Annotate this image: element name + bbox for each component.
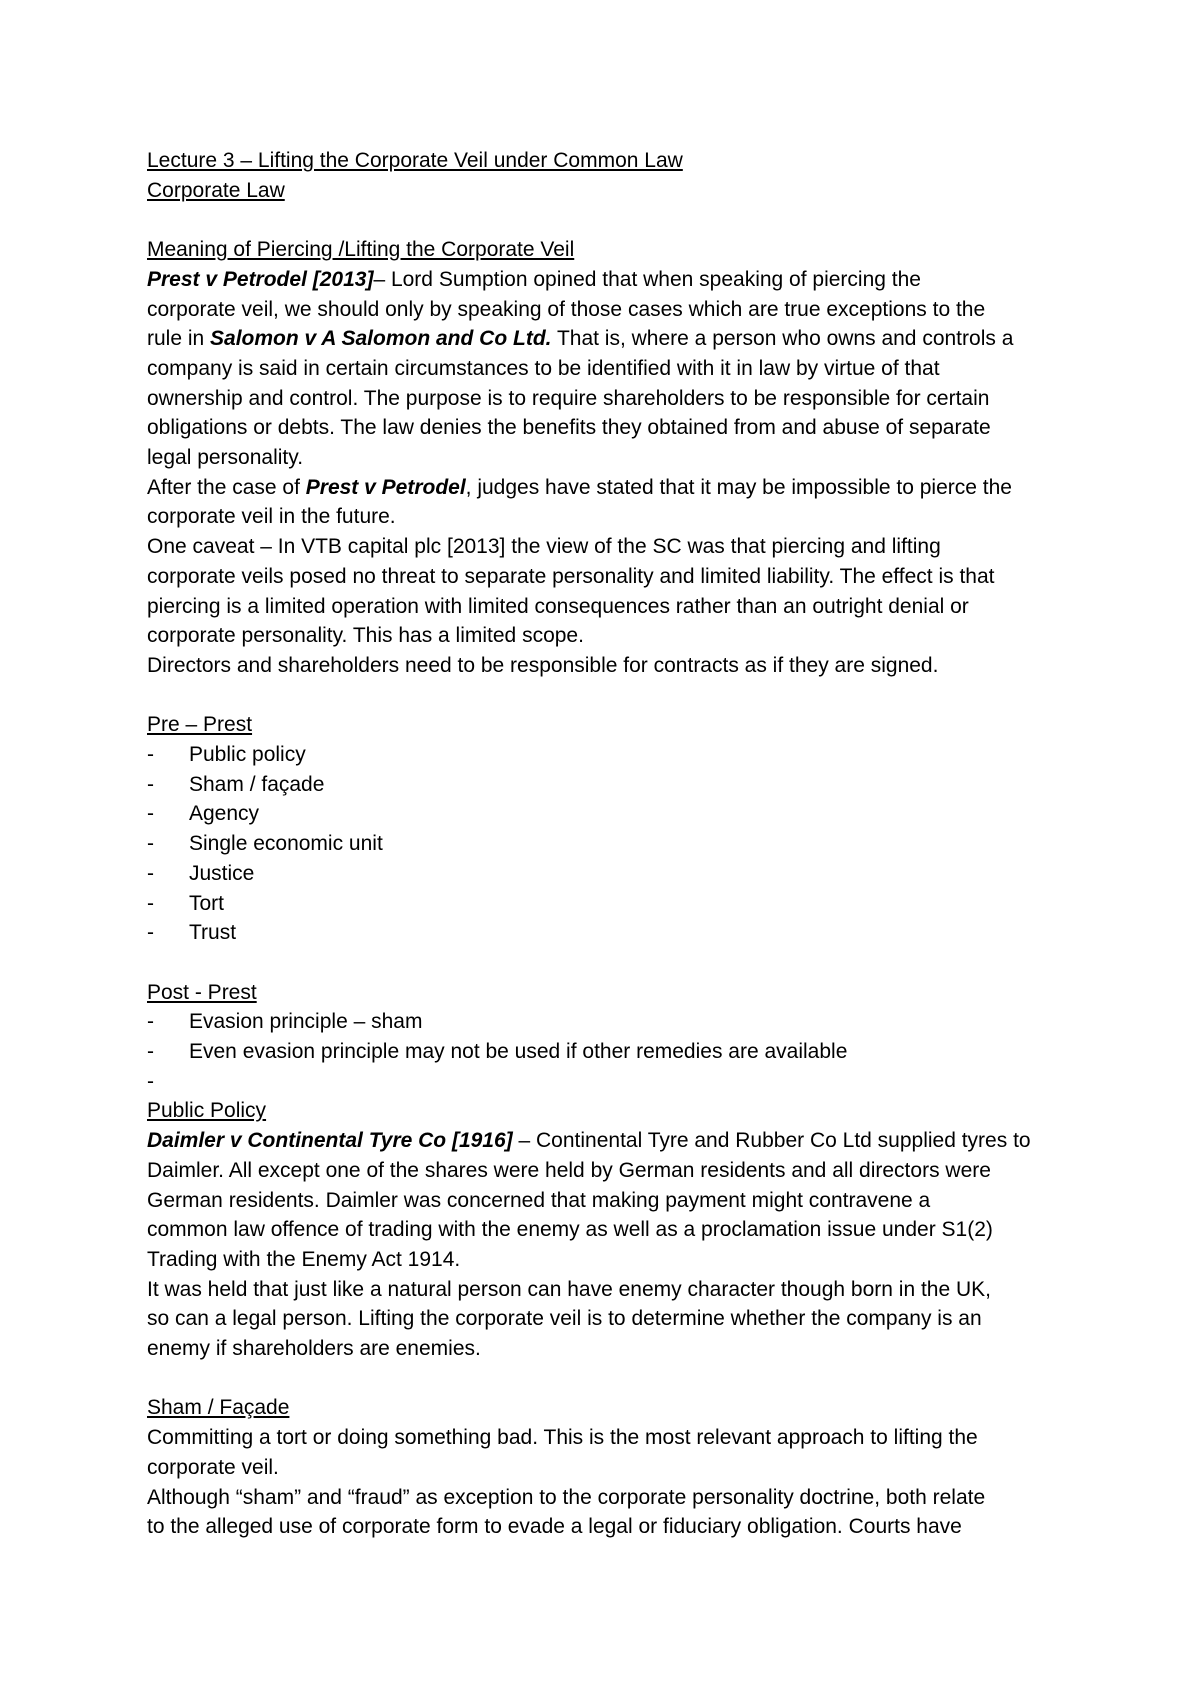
paragraph-line: Daimler. All except one of the shares were held by German residents and all directors were xyxy=(147,1158,991,1182)
case-name: Prest v Petrodel [2013] xyxy=(147,267,374,291)
paragraph-line: corporate veil in the future. xyxy=(147,505,396,529)
paragraph-line: enemy if shareholders are enemies. xyxy=(147,1337,481,1361)
paragraph-line: company is said in certain circumstances to be identified with it in law by virtue of that xyxy=(147,356,940,380)
paragraph-line: corporate veil, we should only by speaking of those cases which are true exceptions to the xyxy=(147,297,986,321)
paragraph-line: corporate personality. This has a limited scope. xyxy=(147,624,584,648)
paragraph-line: ownership and control. The purpose is to require shareholders to be responsible for certain xyxy=(147,386,990,410)
paragraph-line: It was held that just like a natural person can have enemy character though born in the UK, xyxy=(147,1277,991,1301)
case-name: Prest v Petrodel xyxy=(305,475,466,499)
paragraph-line: After the case of Prest v Petrodel, judges have stated that it may be impossible to pierce the xyxy=(147,475,1012,499)
paragraph-line: rule in Salomon v A Salomon and Co Ltd. That is, where a person who owns and controls a xyxy=(147,327,1014,351)
section-heading-sham: Sham / Façade xyxy=(147,1396,290,1420)
paragraph-line: corporate veils posed no threat to separate personality and limited liability. The effect is that xyxy=(147,564,995,588)
document-page xyxy=(147,146,1087,1542)
list-item: - Even evasion principle may not be used if other remedies are available xyxy=(147,1040,848,1064)
spacer xyxy=(147,948,1087,978)
paragraph-line: One caveat – In VTB capital plc [2013] the view of the SC was that piercing and lifting xyxy=(147,535,941,559)
section-heading-meaning: Meaning of Piercing /Lifting the Corporate Veil xyxy=(147,238,575,262)
paragraph-line: so can a legal person. Lifting the corporate veil is to determine whether the company is an xyxy=(147,1307,982,1331)
section-heading-post-prest: Post - Prest xyxy=(147,980,257,1004)
paragraph-line: Daimler v Continental Tyre Co [1916] – Continental Tyre and Rubber Co Ltd supplied tyres to xyxy=(147,1129,1031,1153)
list-item: - Single economic unit xyxy=(147,832,383,856)
paragraph-line: Trading with the Enemy Act 1914. xyxy=(147,1247,461,1271)
paragraph-line: Committing a tort or doing something bad. This is the most relevant approach to lifting the xyxy=(147,1426,978,1450)
list-item: - Justice xyxy=(147,861,255,885)
section-heading-pre-prest: Pre – Prest xyxy=(147,713,253,737)
paragraph-line: corporate veil. xyxy=(147,1455,279,1479)
document-subtitle: Corporate Law xyxy=(147,178,285,202)
list-item: - Evasion principle – sham xyxy=(147,1010,423,1034)
paragraph-line: piercing is a limited operation with limited consequences rather than an outright denial or xyxy=(147,594,969,618)
list-item: - Trust xyxy=(147,921,237,945)
paragraph-line: to the alleged use of corporate form to evade a legal or fiduciary obligation. Courts have xyxy=(147,1515,962,1539)
paragraph-line: German residents. Daimler was concerned that making payment might contravene a xyxy=(147,1188,931,1212)
case-name: Salomon v A Salomon and Co Ltd. xyxy=(210,327,552,351)
paragraph-line: legal personality. xyxy=(147,446,304,470)
list-item: - Sham / façade xyxy=(147,772,325,796)
document-title: Lecture 3 – Lifting the Corporate Veil under Common Law xyxy=(147,149,683,172)
section-heading-public-policy: Public Policy xyxy=(147,1099,267,1123)
list-item: - Public policy xyxy=(147,743,306,767)
spacer xyxy=(147,1364,1087,1394)
list-item: - Agency xyxy=(147,802,260,826)
spacer xyxy=(147,681,1087,711)
paragraph-line: Directors and shareholders need to be responsible for contracts as if they are signed. xyxy=(147,653,939,677)
list-item: - Tort xyxy=(147,891,225,915)
paragraph-line: obligations or debts. The law denies the benefits they obtained from and abuse of separate xyxy=(147,416,991,440)
paragraph-line: Prest v Petrodel [2013]– Lord Sumption opined that when speaking of piercing the xyxy=(147,267,921,291)
case-name: Daimler v Continental Tyre Co [1916] xyxy=(147,1129,513,1153)
paragraph-line: common law offence of trading with the enemy as well as a proclamation issue under S1(2) xyxy=(147,1218,993,1242)
spacer xyxy=(147,205,1087,235)
paragraph-line: Although “sham” and “fraud” as exception to the corporate personality doctrine, both relate xyxy=(147,1485,986,1509)
list-item: - xyxy=(147,1069,154,1093)
